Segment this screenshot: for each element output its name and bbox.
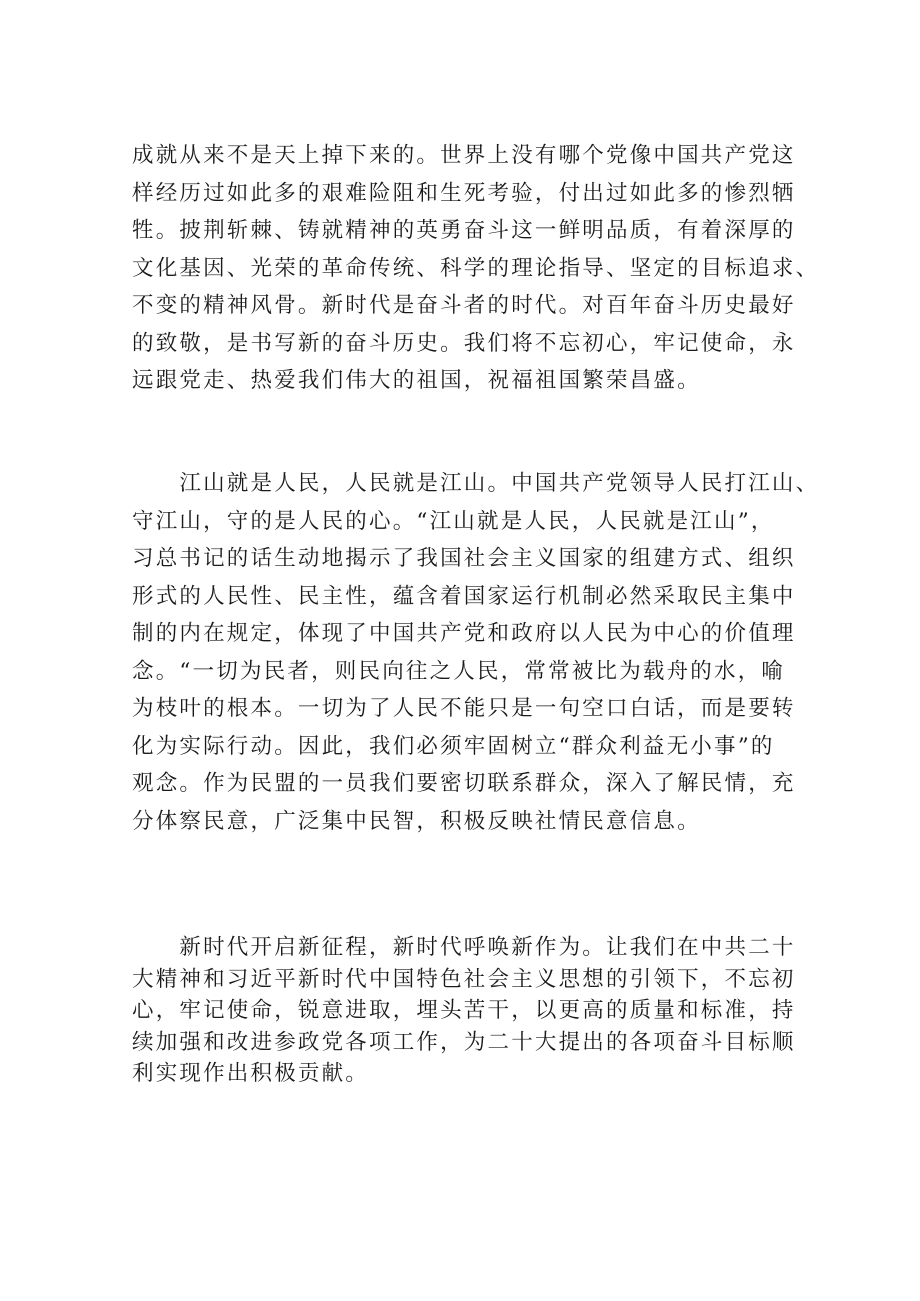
text-line: 心，牢记使命，锐意进取，埋头苦干，以更高的质量和标准，持 — [132, 998, 796, 1023]
text-line: 利实现作出积极贡献。 — [132, 1061, 370, 1086]
text-line: 分体察民意，广泛集中民智，积极反映社情民意信息。 — [132, 808, 701, 834]
paragraph-2 — [132, 465, 820, 878]
text-line: 制的内在规定，体现了中国共产党和政府以人民为中心的价值理 — [132, 621, 796, 646]
text-line: 不变的精神风骨。新时代是奋斗者的时代。对百年奋斗历史最好 — [132, 293, 796, 318]
text-line: 化为实际行动。因此，我们必须牢固树立“群众利益无小事”的 — [132, 733, 775, 759]
text-line: 观念。作为民盟的一员我们要密切联系群众，深入了解民情，充 — [132, 771, 796, 796]
text-line: 成就从来不是天上掉下来的。世界上没有哪个党像中国共产党这 — [132, 143, 796, 168]
paragraph-1 — [132, 137, 820, 400]
text-line: 形式的人民性、民主性，蕴含着国家运行机制必然采取民主集中 — [132, 583, 796, 609]
text-line: 文化基因、光荣的革命传统、科学的理论指导、坚定的目标追求、 — [132, 255, 820, 281]
paragraph-3 — [132, 932, 804, 1090]
text-line: 牲。披荆斩棘、铸就精神的英勇奋斗这一鲜明品质，有着深厚的 — [132, 218, 796, 243]
text-line: 念。“一切为民者，则民向往之人民，常常被比为载舟的水，喻 — [132, 658, 786, 684]
text-line: 大精神和习近平新时代中国特色社会主义思想的引领下，不忘初 — [132, 966, 796, 992]
text-line: 江山就是人民，人民就是江山。中国共产党领导人民打江山、 — [132, 471, 820, 496]
text-line — [132, 840, 804, 878]
text-line: 为枝叶的根本。一切为了人民不能只是一句空口白话，而是要转 — [132, 696, 796, 721]
text-line: 远跟党走、热爱我们伟大的祖国，祝福祖国繁荣昌盛。 — [132, 368, 701, 393]
text-line: 样经历过如此多的艰难险阻和生死考验，付出过如此多的惨烈牺 — [132, 180, 796, 206]
text-line: 的致敬，是书写新的奋斗历史。我们将不忘初心，牢记使命，永 — [132, 330, 796, 356]
text-line: 守江山，守的是人民的心。“江山就是人民，人民就是江山”， — [132, 508, 775, 534]
text-line: 续加强和改进参政党各项工作，为二十大提出的各项奋斗目标顺 — [132, 1029, 796, 1055]
text-line: 新时代开启新征程，新时代呼唤新作为。让我们在中共二十 — [132, 935, 796, 960]
text-line: 习总书记的话生动地揭示了我国社会主义国家的组建方式、组织 — [132, 546, 796, 571]
